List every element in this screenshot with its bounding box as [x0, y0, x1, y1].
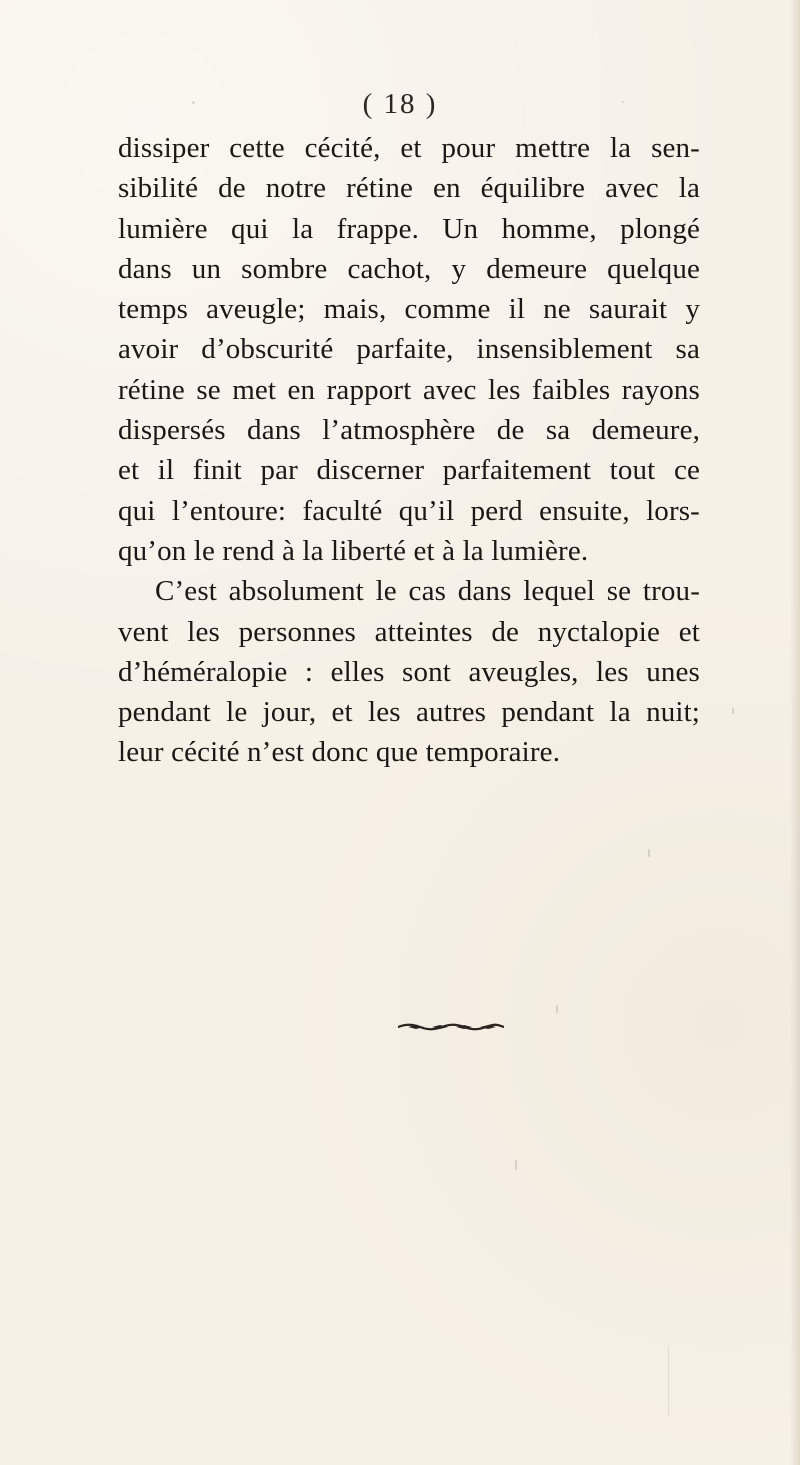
text-line: sibilité de notre rétine en équilibre avec la: [118, 172, 700, 205]
text-line: d’héméralopie : elles sont aveugles, les unes: [118, 655, 700, 688]
paper-speck: [732, 708, 734, 714]
text-line: pendant le jour, et les autres pendant la nuit;: [118, 696, 700, 729]
text-line: rétine se met en rapport avec les faibles rayons: [118, 373, 700, 406]
text-line: dans un sombre cachot, y demeure quelque: [118, 252, 700, 285]
text-line: leur cécité n’est donc que temporaire.: [118, 736, 561, 769]
text-line: dissiper cette cécité, et pour mettre la sen-: [118, 132, 700, 164]
page-edge-shadow: [790, 0, 800, 1465]
text-line: vent les personnes atteintes de nyctalopie et: [118, 615, 700, 648]
decorative-rule: [398, 1023, 504, 1031]
text-line: qu’on le rend à la liberté et à la lumière.: [118, 534, 589, 567]
paper-speck: [668, 1346, 677, 1416]
paper-speck: [556, 1005, 558, 1013]
text-line: C’est absolument le cas dans lequel se trou-: [155, 575, 700, 608]
text-line: lumière qui la frappe. Un homme, plongé: [118, 212, 700, 245]
page-number: ( 18 ): [362, 88, 438, 120]
page-text: [118, 128, 700, 773]
text-line: et il finit par discerner parfaitement tout ce: [118, 454, 700, 487]
text-line: avoir d’obscurité parfaite, insensiblement sa: [118, 333, 700, 366]
text-line: qui l’entoure: faculté qu’il perd ensuite, lors-: [118, 494, 700, 527]
text-line: dispersés dans l’atmosphère de sa demeure,: [118, 414, 700, 447]
paper-speck: [515, 1160, 517, 1170]
paper-speck: [648, 849, 650, 857]
text-line: temps aveugle; mais, comme il ne saurait y: [118, 293, 700, 326]
